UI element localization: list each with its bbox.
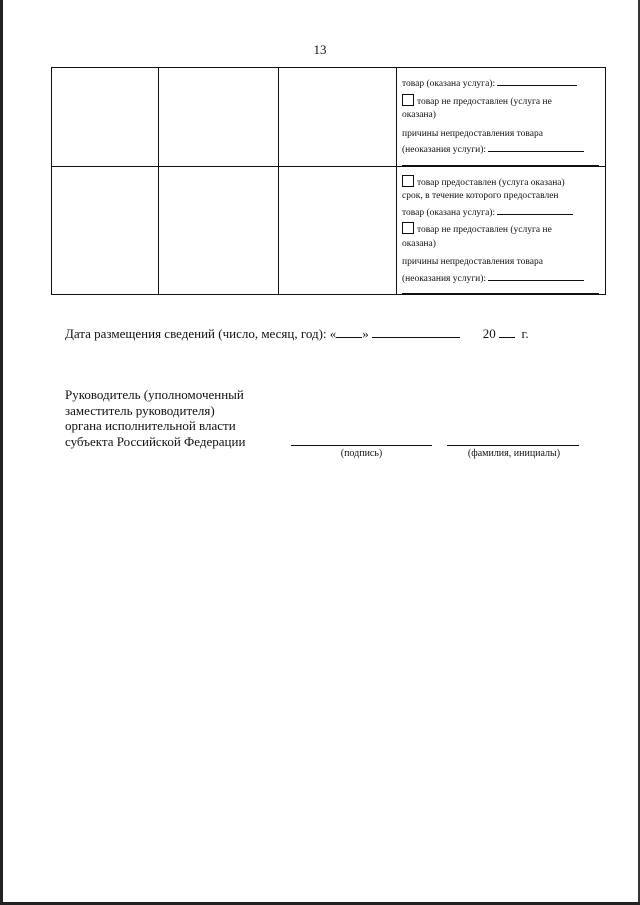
day-field[interactable] bbox=[336, 325, 362, 338]
product-provided-label: товар (оказана услуга): bbox=[402, 79, 496, 89]
signatory-title-line: органа исполнительной власти bbox=[65, 418, 236, 433]
reasons-label: причины непредоставления товара bbox=[402, 128, 543, 139]
signatory-title-line: субъекта Российской Федерации bbox=[65, 433, 246, 449]
reasons-label-cont: (неоказания услуги): bbox=[402, 145, 487, 155]
publication-date-line bbox=[65, 325, 529, 342]
name-initials-field[interactable] bbox=[447, 445, 579, 446]
signature-caption: (подпись) bbox=[340, 448, 383, 459]
report-table bbox=[51, 67, 606, 295]
reasons-field-extra-line[interactable] bbox=[402, 287, 599, 294]
table-row bbox=[52, 166, 606, 295]
reasons-field[interactable] bbox=[488, 271, 584, 281]
not-provided-checkbox[interactable] bbox=[402, 222, 414, 234]
not-provided-label-cont: оказана) bbox=[402, 110, 436, 120]
not-provided-label-cont: оказана) bbox=[402, 238, 436, 249]
term-label: срок, в течение которого предоставлен bbox=[402, 191, 559, 201]
provided-checkbox[interactable] bbox=[402, 175, 414, 187]
reasons-label: причины непредоставления товара bbox=[402, 257, 543, 267]
reasons-field-extra-line[interactable] bbox=[402, 159, 599, 166]
year-suffix: г. bbox=[521, 326, 529, 341]
term-label-cont: товар (оказана услуга): bbox=[402, 207, 496, 218]
table-cell-status bbox=[397, 166, 606, 295]
year-field[interactable] bbox=[499, 325, 515, 338]
table-cell-status bbox=[397, 68, 606, 167]
signatory-title-line: заместитель руководителя) bbox=[65, 402, 215, 418]
publication-date-label: Дата размещения сведений (число, месяц, год): bbox=[65, 326, 327, 341]
not-provided-checkbox[interactable] bbox=[402, 94, 414, 106]
not-provided-label: товар не предоставлен (услуга не bbox=[417, 225, 552, 235]
name-initials-caption: (фамилия, инициалы) bbox=[467, 448, 561, 459]
page-number: 13 bbox=[313, 42, 327, 57]
date-close-quote: » bbox=[362, 326, 369, 341]
not-provided-label: товар не предоставлен (услуга не bbox=[417, 96, 552, 107]
signature-field[interactable] bbox=[291, 445, 432, 446]
table-row bbox=[52, 68, 606, 167]
date-open-quote: « bbox=[329, 326, 337, 341]
table-cell-empty bbox=[52, 68, 159, 167]
table-cell-empty bbox=[159, 68, 279, 167]
table-cell-empty bbox=[279, 166, 397, 295]
month-field[interactable] bbox=[372, 325, 460, 338]
table-cell-empty bbox=[159, 166, 279, 295]
signatory-title-line: Руководитель (уполномоченный bbox=[65, 387, 244, 402]
term-field[interactable] bbox=[497, 205, 573, 215]
year-prefix: 20 bbox=[482, 326, 496, 341]
table-cell-empty bbox=[279, 68, 397, 167]
product-provided-field[interactable] bbox=[497, 76, 577, 86]
reasons-field[interactable] bbox=[488, 142, 584, 152]
scan-frame-left bbox=[0, 0, 3, 905]
provided-label: товар предоставлен (услуга оказана) bbox=[417, 177, 565, 188]
reasons-label-cont: (неоказания услуги): bbox=[402, 273, 487, 284]
table-cell-empty bbox=[52, 166, 159, 295]
signatory-block bbox=[65, 387, 245, 449]
